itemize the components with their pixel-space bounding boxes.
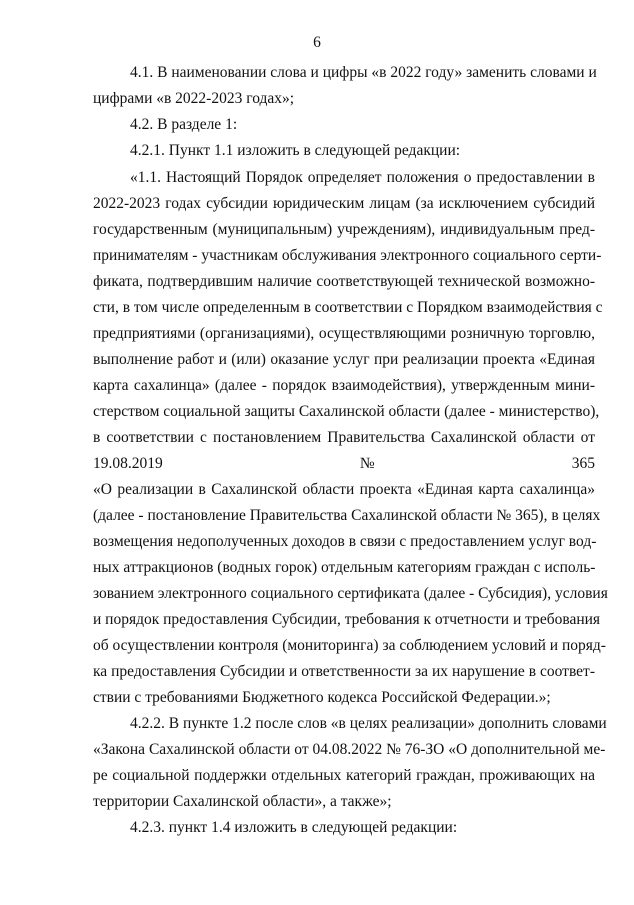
decree-number-sign: № <box>359 455 375 472</box>
text-line: и порядок предоставления Субсидии, требования к отчетности и требования <box>93 611 601 628</box>
text-line: 4.2. В разделе 1: <box>130 116 238 133</box>
text-line: стерством социальной защиты Сахалинской области (далее - министерство), <box>93 403 600 420</box>
text-line: ных аттракционов (водных горок) отдельным категориям граждан с исполь- <box>93 559 596 576</box>
text-line: ка предоставления Субсидии и ответственности за их нарушение в соответ- <box>93 663 595 680</box>
text-line: принимателям - участникам обслуживания электронного социального серти- <box>93 247 602 264</box>
text-line: зованием электронного социального сертификата (далее - Субсидия), условия <box>93 585 608 602</box>
text-line: карта сахалинца» (далее - порядок взаимодействия), утвержденным мини- <box>93 377 595 394</box>
text-line: цифрами «в 2022-2023 годах»; <box>93 90 295 107</box>
text-line: об осуществлении контроля (мониторинга) за соблюдением условий и поряд- <box>93 637 606 654</box>
text-line: ре социальной поддержки отдельных категорий граждан, проживающих на <box>93 767 595 784</box>
text-line: «1.1. Настоящий Порядок определяет положения о предоставлении в <box>130 169 595 186</box>
decree-date: 19.08.2019 <box>93 455 163 472</box>
text-line: выполнение работ и (или) оказание услуг при реализации проекта «Единая <box>93 351 595 368</box>
text-line: в соответствии с постановлением Правительства Сахалинской области от <box>93 429 595 446</box>
text-line: «О реализации в Сахалинской области проекта «Единая карта сахалинца» <box>93 481 595 498</box>
text-line: 4.1. В наименовании слова и цифры «в 2022 году» заменить словами и <box>130 64 597 81</box>
text-line: ствии с требованиями Бюджетного кодекса Российской Федерации.»; <box>93 689 551 706</box>
text-line: 4.2.3. пункт 1.4 изложить в следующей редакции: <box>130 819 458 836</box>
text-line: возмещения недополученных доходов в связи с предоставлением услуг вод- <box>93 533 597 550</box>
text-line: фиката, подтвердившим наличие соответствующей технической возможно- <box>93 273 595 290</box>
text-line: сти, в том числе определенным в соответствии с Порядком взаимодействия с <box>93 299 603 316</box>
text-line: государственным (муниципальным) учреждениям), индивидуальным пред- <box>93 221 595 238</box>
text-line: предприятиями (организациями), осуществляющими розничную торговлю, <box>93 325 595 342</box>
text-line: (далее - постановление Правительства Сахалинской области № 365), в целях <box>93 507 601 524</box>
decree-reference-line <box>93 454 595 474</box>
page-number: 6 <box>313 34 321 51</box>
text-line: «Закона Сахалинской области от 04.08.2022 № 76-ЗО «О дополнительной ме- <box>93 741 606 758</box>
text-line: 4.2.1. Пункт 1.1 изложить в следующей редакции: <box>130 142 461 159</box>
text-line: территории Сахалинской области», а также»; <box>93 793 392 810</box>
decree-number: 365 <box>571 455 595 472</box>
text-line: 4.2.2. В пункте 1.2 после слов «в целях реализации» дополнить словами <box>130 715 607 732</box>
text-line: 2022-2023 годах субсидии юридическим лицам (за исключением субсидий <box>93 195 595 212</box>
